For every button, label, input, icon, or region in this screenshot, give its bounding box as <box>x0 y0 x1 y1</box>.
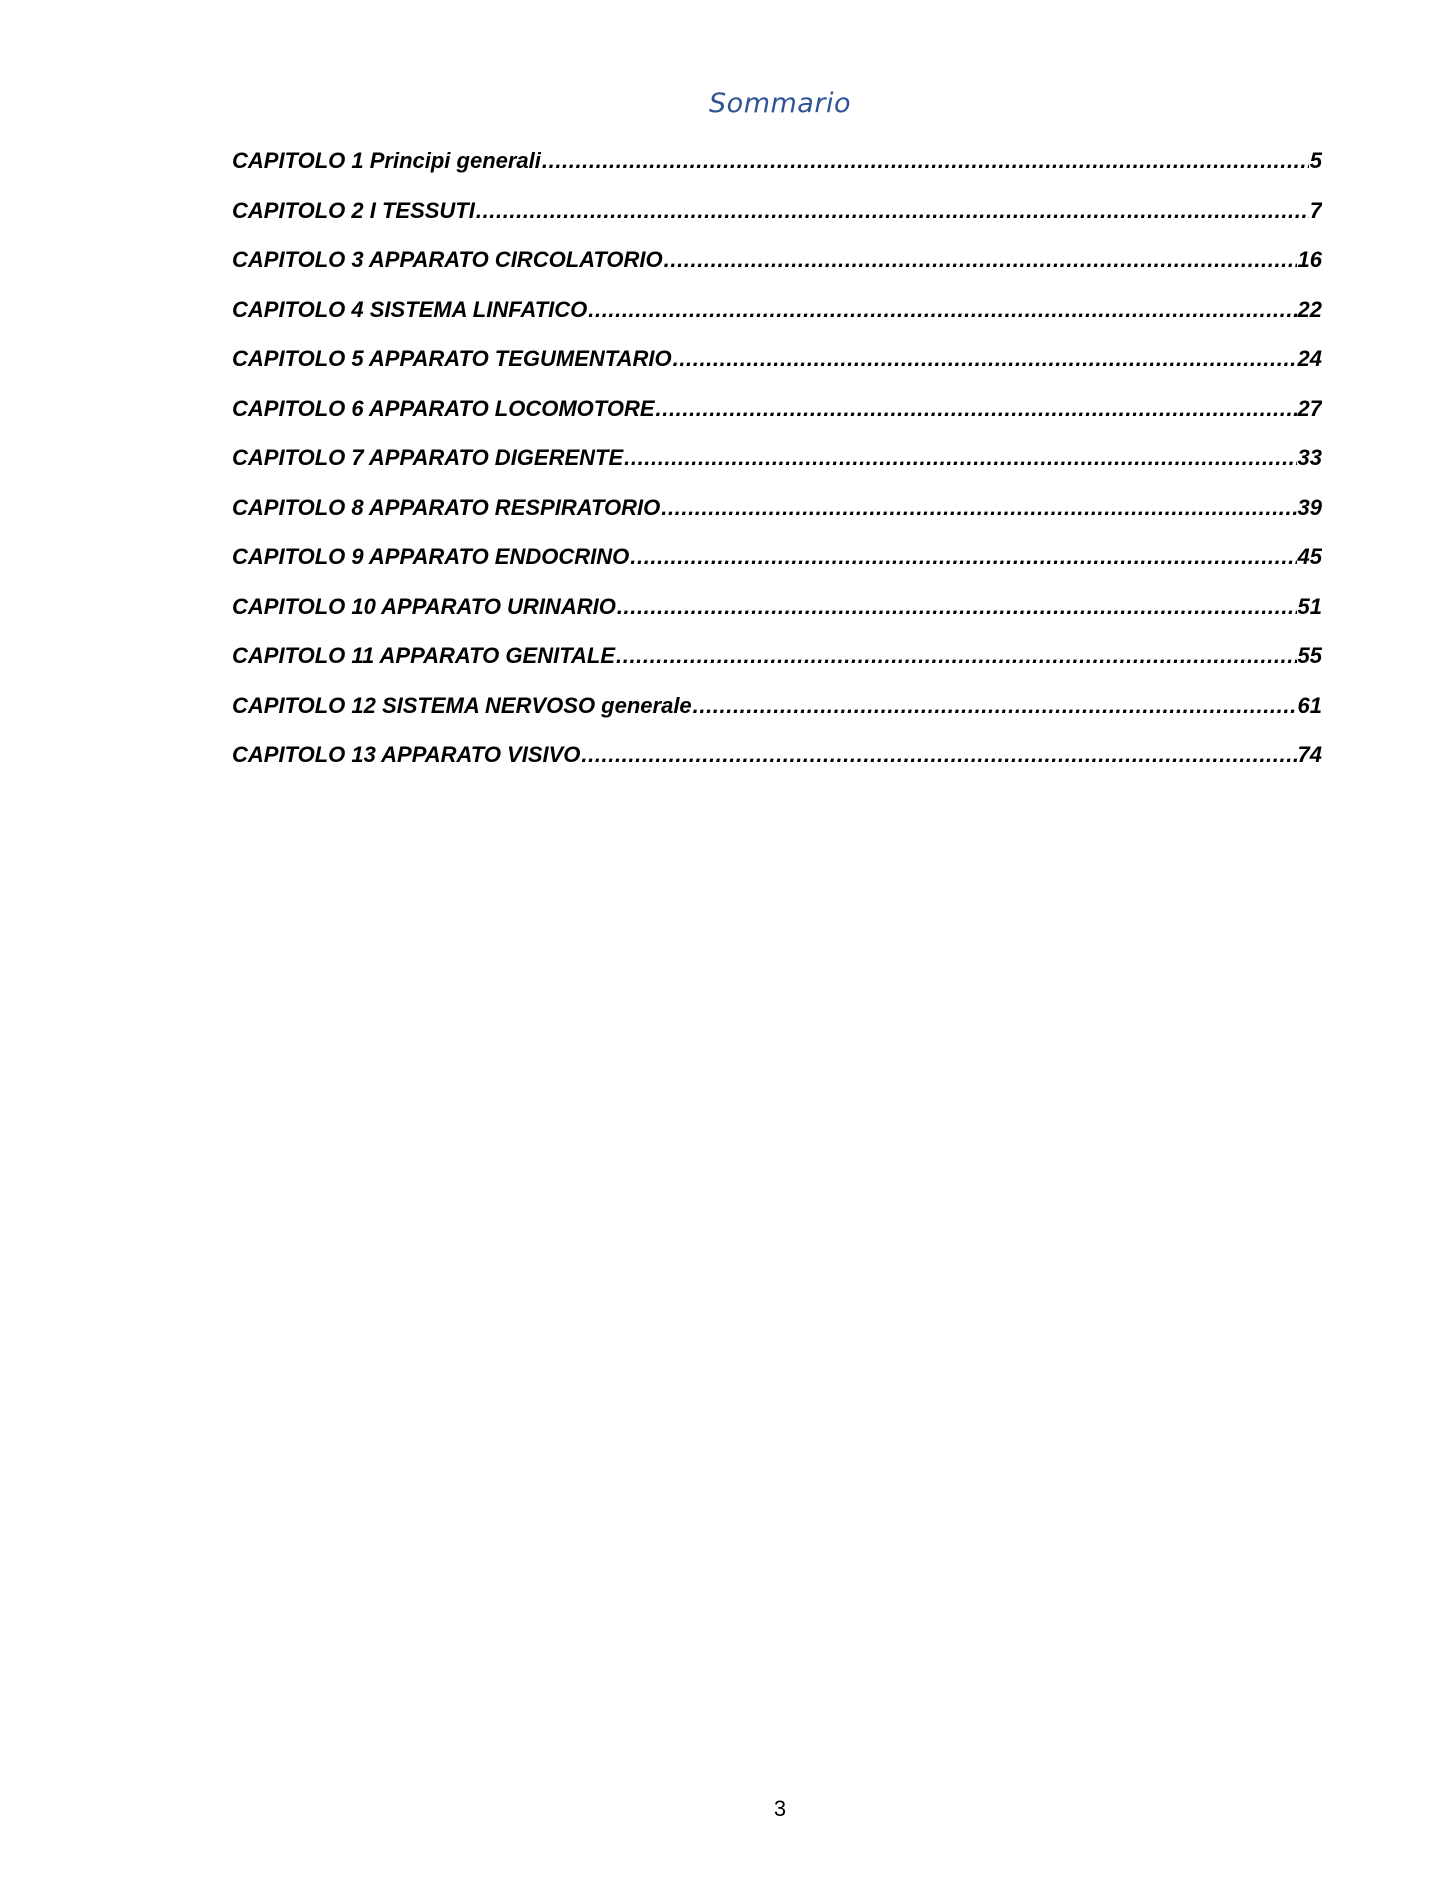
toc-entry-title: CAPITOLO 3 APPARATO CIRCOLATORIO <box>232 247 663 272</box>
toc-entry-9[interactable] <box>232 544 1322 594</box>
toc-entry-13[interactable] <box>232 742 1322 792</box>
toc-entry-8[interactable] <box>232 495 1322 545</box>
toc-dot-leader <box>476 198 1309 224</box>
toc-dot-leader <box>624 445 1296 471</box>
toc-dot-leader <box>630 544 1296 570</box>
toc-entry-title: CAPITOLO 10 APPARATO URINARIO <box>232 593 616 619</box>
toc-dot-leader <box>588 297 1296 323</box>
table-of-contents <box>232 148 1322 792</box>
toc-entry-page: 7 <box>1309 197 1322 223</box>
toc-entry-page: 24 <box>1297 346 1322 371</box>
toc-entry-title: CAPITOLO 6 APPARATO LOCOMOTORE <box>232 395 655 421</box>
toc-entry-7[interactable] <box>232 445 1322 495</box>
page-number: 3 <box>773 1796 787 1821</box>
toc-entry-4[interactable] <box>232 297 1322 347</box>
toc-entry-6[interactable] <box>232 396 1322 446</box>
toc-entry-3[interactable] <box>232 247 1322 297</box>
toc-dot-leader <box>656 396 1297 422</box>
toc-entry-10[interactable] <box>232 594 1322 644</box>
toc-dot-leader <box>542 148 1309 174</box>
toc-dot-leader <box>616 643 1297 669</box>
toc-entry-title: CAPITOLO 7 APPARATO DIGERENTE <box>232 445 624 470</box>
toc-entry-title: CAPITOLO 13 APPARATO VISIVO <box>232 742 581 767</box>
toc-entry-title: CAPITOLO 8 APPARATO RESPIRATORIO <box>232 494 661 520</box>
toc-entry-page: 27 <box>1297 395 1322 421</box>
toc-entry-title: CAPITOLO 4 SISTEMA LINFATICO <box>232 296 588 322</box>
toc-heading: Sommario <box>709 88 851 119</box>
toc-entry-page: 74 <box>1297 742 1322 767</box>
toc-entry-title: CAPITOLO 11 APPARATO GENITALE <box>232 643 616 668</box>
toc-dot-leader <box>581 742 1296 768</box>
toc-entry-page: 51 <box>1297 593 1322 619</box>
toc-dot-leader <box>617 594 1297 620</box>
toc-entry-title: CAPITOLO 12 SISTEMA NERVOSO generale <box>232 692 692 718</box>
toc-entry-12[interactable] <box>232 693 1322 743</box>
toc-entry-11[interactable] <box>232 643 1322 693</box>
toc-entry-1[interactable] <box>232 148 1322 198</box>
toc-entry-page: 55 <box>1297 643 1322 668</box>
toc-entry-title: CAPITOLO 1 Principi generali <box>232 148 541 173</box>
toc-entry-5[interactable] <box>232 346 1322 396</box>
toc-entry-page: 45 <box>1297 544 1322 569</box>
toc-dot-leader <box>673 346 1297 372</box>
toc-entry-page: 39 <box>1297 494 1322 520</box>
toc-entry-2[interactable] <box>232 198 1322 248</box>
toc-entry-page: 61 <box>1297 692 1322 718</box>
toc-entry-title: CAPITOLO 9 APPARATO ENDOCRINO <box>232 544 630 569</box>
toc-entry-page: 16 <box>1297 247 1322 272</box>
toc-dot-leader <box>693 693 1297 719</box>
toc-entry-page: 22 <box>1297 296 1322 322</box>
toc-dot-leader <box>661 495 1296 521</box>
toc-entry-title: CAPITOLO 2 I TESSUTI <box>232 197 475 223</box>
toc-entry-title: CAPITOLO 5 APPARATO TEGUMENTARIO <box>232 346 672 371</box>
toc-dot-leader <box>664 247 1297 273</box>
toc-entry-page: 5 <box>1309 148 1322 173</box>
toc-entry-page: 33 <box>1297 445 1322 470</box>
